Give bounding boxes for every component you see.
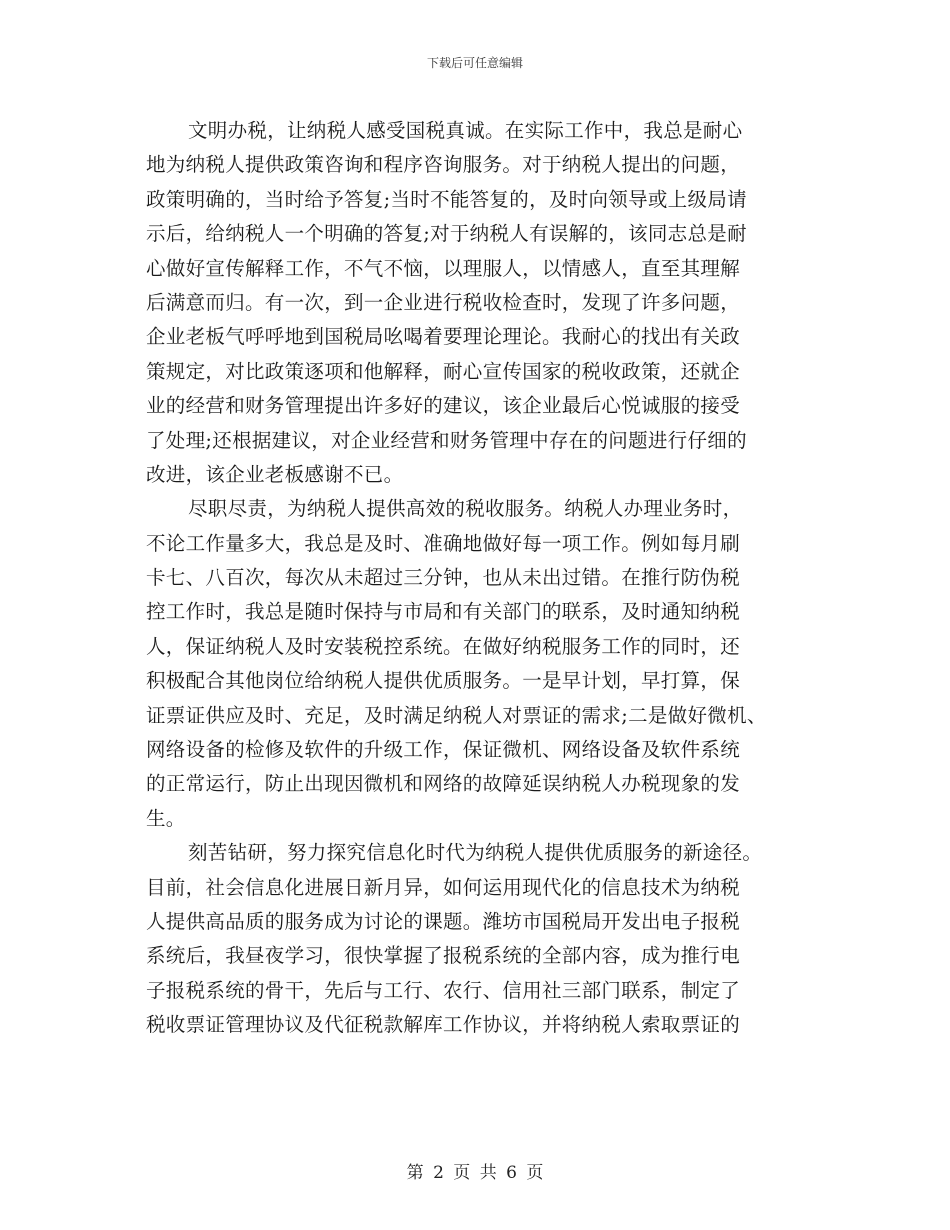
paragraph [146,114,806,492]
text-line: 积极配合其他岗位给纳税人提供优质服务。一是早计划，早打算，保 [146,669,741,693]
text-line: 控工作时，我总是随时保持与市局和有关部门的联系，及时通知纳税 [146,600,741,624]
text-line: 生。 [146,806,186,830]
text-line: 示后，给纳税人一个明确的答复;对于纳税人有误解的，该同志总是耐 [146,222,747,246]
text-line: 证票证供应及时、充足，及时满足纳税人对票证的需求;二是做好微机、 [146,703,767,727]
text-line: 政策明确的，当时给予答复;当时不能答复的，及时向领导或上级局请 [146,187,747,211]
text-line: 后满意而归。有一次，到一企业进行税收检查时，发现了许多问题， [146,290,741,314]
text-line: 企业老板气呼呼地到国税局吆喝着要理论理论。我耐心的找出有关政 [146,325,741,349]
text-line: 尽职尽责，为纳税人提供高效的税收服务。纳税人办理业务时， [188,497,743,521]
paragraph [146,492,806,836]
text-line: 系统后，我昼夜学习，很快掌握了报税系统的全部内容，成为推行电 [146,944,741,968]
document-body [146,114,806,1043]
text-line: 卡七、八百次，每次从未超过三分钟，也从未出过错。在推行防伪税 [146,566,741,590]
text-line: 了处理;还根据建议，对企业经营和财务管理中存在的问题进行仔细的 [146,428,747,452]
text-line: 人，保证纳税人及时安装税控系统。在做好纳税服务工作的同时，还 [146,634,741,658]
text-line: 心做好宣传解释工作，不气不恼，以理服人，以情感人，直至其理解 [146,256,741,280]
text-line: 子报税系统的骨干，先后与工行、农行、信用社三部门联系，制定了 [146,978,741,1002]
paragraph [146,836,806,1042]
page-number: 第 2 页 共 6 页 [406,1163,544,1183]
text-line: 网络设备的检修及软件的升级工作，保证微机、网络设备及软件系统 [146,738,741,762]
text-line: 刻苦钻研，努力探究信息化时代为纳税人提供优质服务的新途径。 [188,841,763,865]
page-header: 下载后可任意编辑 [426,56,523,70]
text-line: 目前，社会信息化进展日新月异，如何运用现代化的信息技术为纳税 [146,875,741,899]
text-line: 文明办税，让纳税人感受国税真诚。在实际工作中，我总是耐心 [188,119,743,142]
text-line: 改进，该企业老板感谢不已。 [146,462,404,486]
text-line: 业的经营和财务管理提出许多好的建议，该企业最后心悦诚服的接受 [146,394,741,418]
text-line: 的正常运行，防止出现因微机和网络的故障延误纳税人办税现象的发 [146,772,741,796]
text-line: 人提供高品质的服务成为讨论的课题。潍坊市国税局开发出电子报税 [146,909,741,933]
text-line: 地为纳税人提供政策咨询和程序咨询服务。对于纳税人提出的问题， [146,153,741,177]
text-line: 不论工作量多大，我总是及时、准确地做好每一项工作。例如每月刷 [146,531,741,555]
text-line: 税收票证管理协议及代征税款解库工作协议，并将纳税人索取票证的 [146,1013,741,1037]
text-line: 策规定，对比政策逐项和他解释，耐心宣传国家的税收政策，还就企 [146,359,741,383]
